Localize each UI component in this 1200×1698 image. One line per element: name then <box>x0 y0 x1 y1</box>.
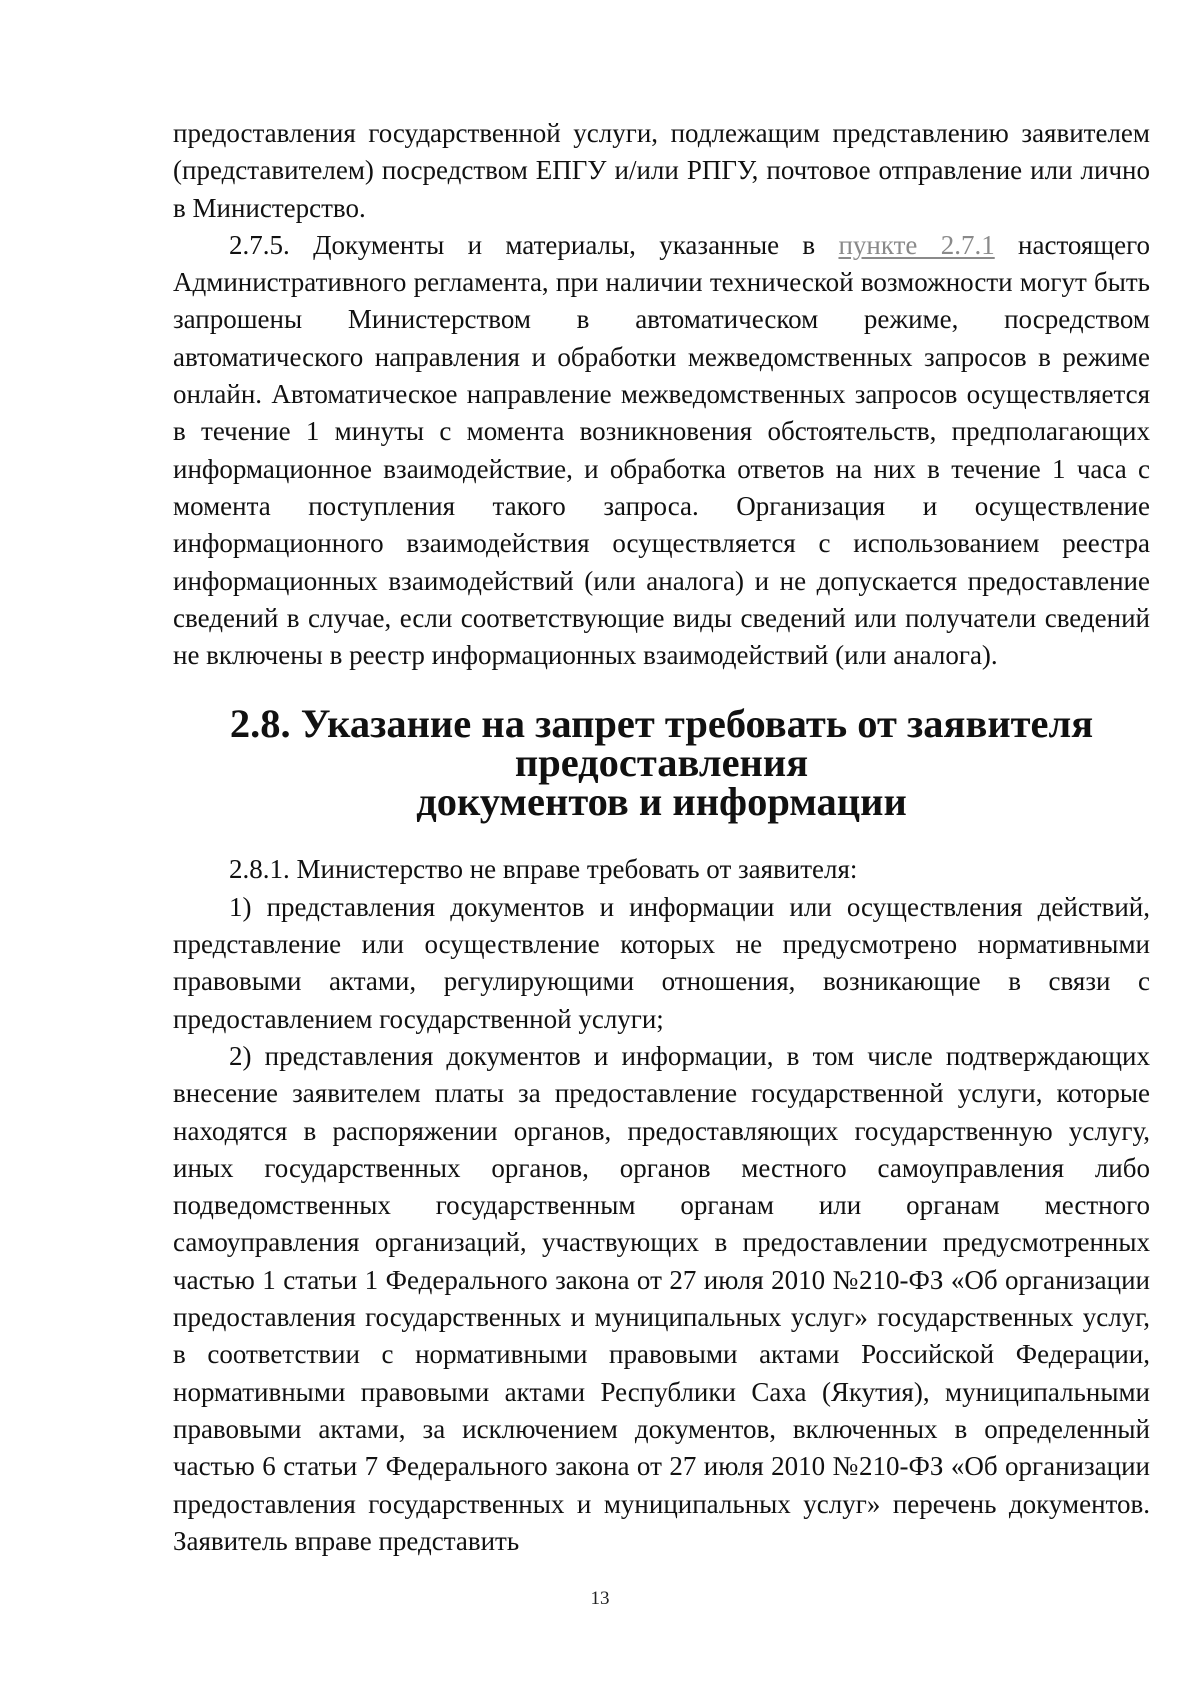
paragraph-text: 2) представления документов и информации, в том числе подтверждающих внесение заявителем платы за предоставление государственной услуги, которые находятся в распоряжении органов, предоставляющих государственную услугу, иных государственных органов, органов местного самоуправления либо подведомственных государственным органам или органам местного самоуправления организаций, участвующих в предоставлении предусмотренных частью 1 статьи 1 Федерального закона от 27 июля 2010 №210-ФЗ «Об организации предоставления государственных и муниципальных услуг» государственных услуг, в соответствии с нормативными правовыми актами Российской Федерации, нормативными правовыми актами Республики Саха (Якутия), муниципальными правовыми актами, за исключением документов, включенных в определенный частью 6 статьи 7 Федерального закона от 27 июля 2010 №210-ФЗ «Об организации предоставления государственных и муниципальных услуг» перечень документов. Заявитель вправе представить <box>173 1040 1150 1556</box>
page-number: 13 <box>590 1588 610 1609</box>
paragraph-text: 2.8.1. Министерство не вправе требовать от заявителя: <box>229 854 858 885</box>
paragraph-continuation <box>173 115 1150 227</box>
list-item-2 <box>173 1038 1150 1560</box>
paragraph-text: предоставления государственной услуги, подлежащим представлению заявителем (представителем) посредством ЕПГУ и/или РПГУ, почтовое отправление или лично в Министерство. <box>173 118 1150 223</box>
paragraph-text: настоящего Административного регламента, при наличии технической возможности могут быть запрошены Министерством в автоматическом режиме, посредством автоматического направления и обработки межведомственных запросов в режиме онлайн. Автоматическое направление межведомственных запросов осуществляется в течение 1 минуты с момента возникновения обстоятельств, предполагающих информационное взаимодействие, и обработка ответов на них в течение 1 часа с момента поступления такого запроса. Организация и осуществление информационного взаимодействия осуществляется с использованием реестра информационных взаимодействий (или аналога) и не допускается предоставление сведений в случае, если соответствующие виды сведений или получатели сведений не включены в реестр информационных взаимодействий (или аналога). <box>173 229 1150 671</box>
section-heading-2-8 <box>173 674 1150 851</box>
heading-line: документов и информации <box>416 779 907 825</box>
paragraph-2-7-5 <box>173 227 1150 675</box>
list-item-1 <box>173 889 1150 1038</box>
paragraph-text: 2.7.5. Документы и материалы, указанные в <box>229 229 839 260</box>
paragraph-text: 1) представления документов и информации или осуществления действий, представление или осуществление которых не предусмотрено нормативными правовыми актами, регулирующими отношения, возникающие в связи с предоставлением государственной услуги; <box>173 891 1150 1034</box>
document-body <box>173 115 1150 1560</box>
paragraph-2-8-1 <box>173 851 1150 888</box>
link-clause-2-7-1[interactable]: пункте 2.7.1 <box>838 229 995 260</box>
heading-line: 2.8. Указание на запрет требовать от заявителя предоставления <box>229 701 1094 786</box>
